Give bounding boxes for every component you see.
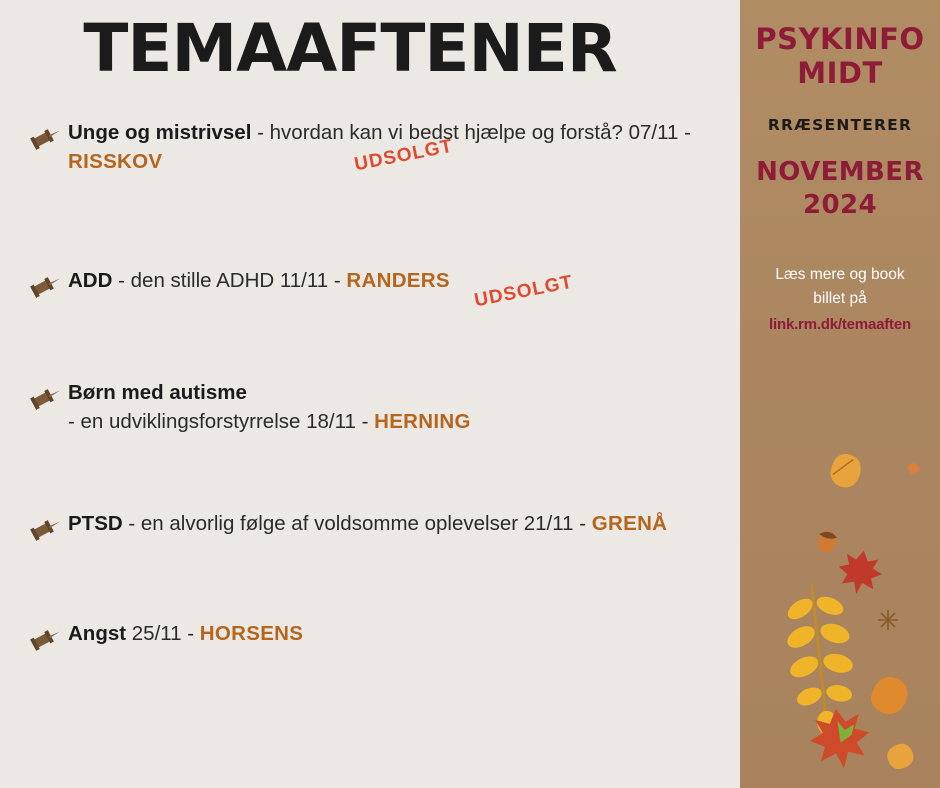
list-item[interactable] bbox=[24, 265, 740, 311]
event-title: Angst bbox=[68, 621, 127, 645]
event-title: Unge og mistrivsel bbox=[68, 121, 252, 145]
list-item[interactable] bbox=[24, 618, 740, 658]
pushpin-icon bbox=[24, 512, 68, 548]
list-item[interactable] bbox=[24, 117, 740, 176]
event-city: HORSENS bbox=[199, 621, 304, 645]
event-city: HERNING bbox=[374, 409, 471, 433]
event-list bbox=[0, 117, 740, 657]
pushpin-icon bbox=[24, 269, 68, 305]
month-year: 2024 bbox=[803, 189, 877, 220]
pushpin-icon bbox=[24, 121, 68, 157]
event-text bbox=[68, 117, 740, 176]
status-badge: UDSOLGT bbox=[352, 135, 455, 176]
page-title: TEMAAFTENER bbox=[83, 10, 617, 87]
event-description: - en udviklingsforstyrrelse 18/11 - bbox=[68, 409, 375, 433]
booking-info bbox=[740, 263, 940, 336]
event-title: PTSD bbox=[68, 511, 123, 535]
brand-line-1: PSYKINFO bbox=[755, 22, 925, 56]
event-description: - hvordan kan vi bedst hjælpe og forstå? 07/11 - bbox=[251, 121, 691, 145]
event-title: ADD bbox=[68, 268, 113, 292]
event-text bbox=[68, 377, 740, 436]
presents-label: RRÆSENTERER bbox=[767, 116, 913, 135]
event-city: GRENÅ bbox=[591, 511, 668, 535]
event-description: 25/11 - bbox=[126, 621, 200, 645]
brand-line-2: MIDT bbox=[797, 56, 883, 91]
status-badge: UDSOLGT bbox=[472, 271, 575, 311]
event-text bbox=[68, 618, 740, 648]
event-text bbox=[68, 265, 740, 311]
month-heading bbox=[740, 156, 940, 221]
booking-line-2: billet på bbox=[813, 289, 867, 307]
event-description: - en alvorlig følge af voldsomme oplevelser 21/11 - bbox=[122, 511, 592, 535]
list-item[interactable] bbox=[24, 508, 740, 548]
brand-name bbox=[740, 22, 940, 90]
event-title: Børn med autisme bbox=[68, 380, 247, 404]
pushpin-icon bbox=[24, 622, 68, 658]
pushpin-icon bbox=[24, 381, 68, 417]
booking-link[interactable]: link.rm.dk/temaaften bbox=[769, 315, 911, 333]
month-name: NOVEMBER bbox=[756, 157, 924, 188]
autumn-leaves-decoration bbox=[740, 440, 940, 788]
event-text bbox=[68, 508, 740, 538]
event-city: RISSKOV bbox=[68, 150, 163, 174]
event-city: RANDERS bbox=[346, 268, 450, 292]
poster-sidebar bbox=[740, 0, 940, 788]
booking-line-1: Læs mere og book bbox=[775, 266, 905, 284]
event-description: - den stille ADHD 11/11 - bbox=[112, 268, 347, 292]
list-item[interactable] bbox=[24, 377, 740, 436]
